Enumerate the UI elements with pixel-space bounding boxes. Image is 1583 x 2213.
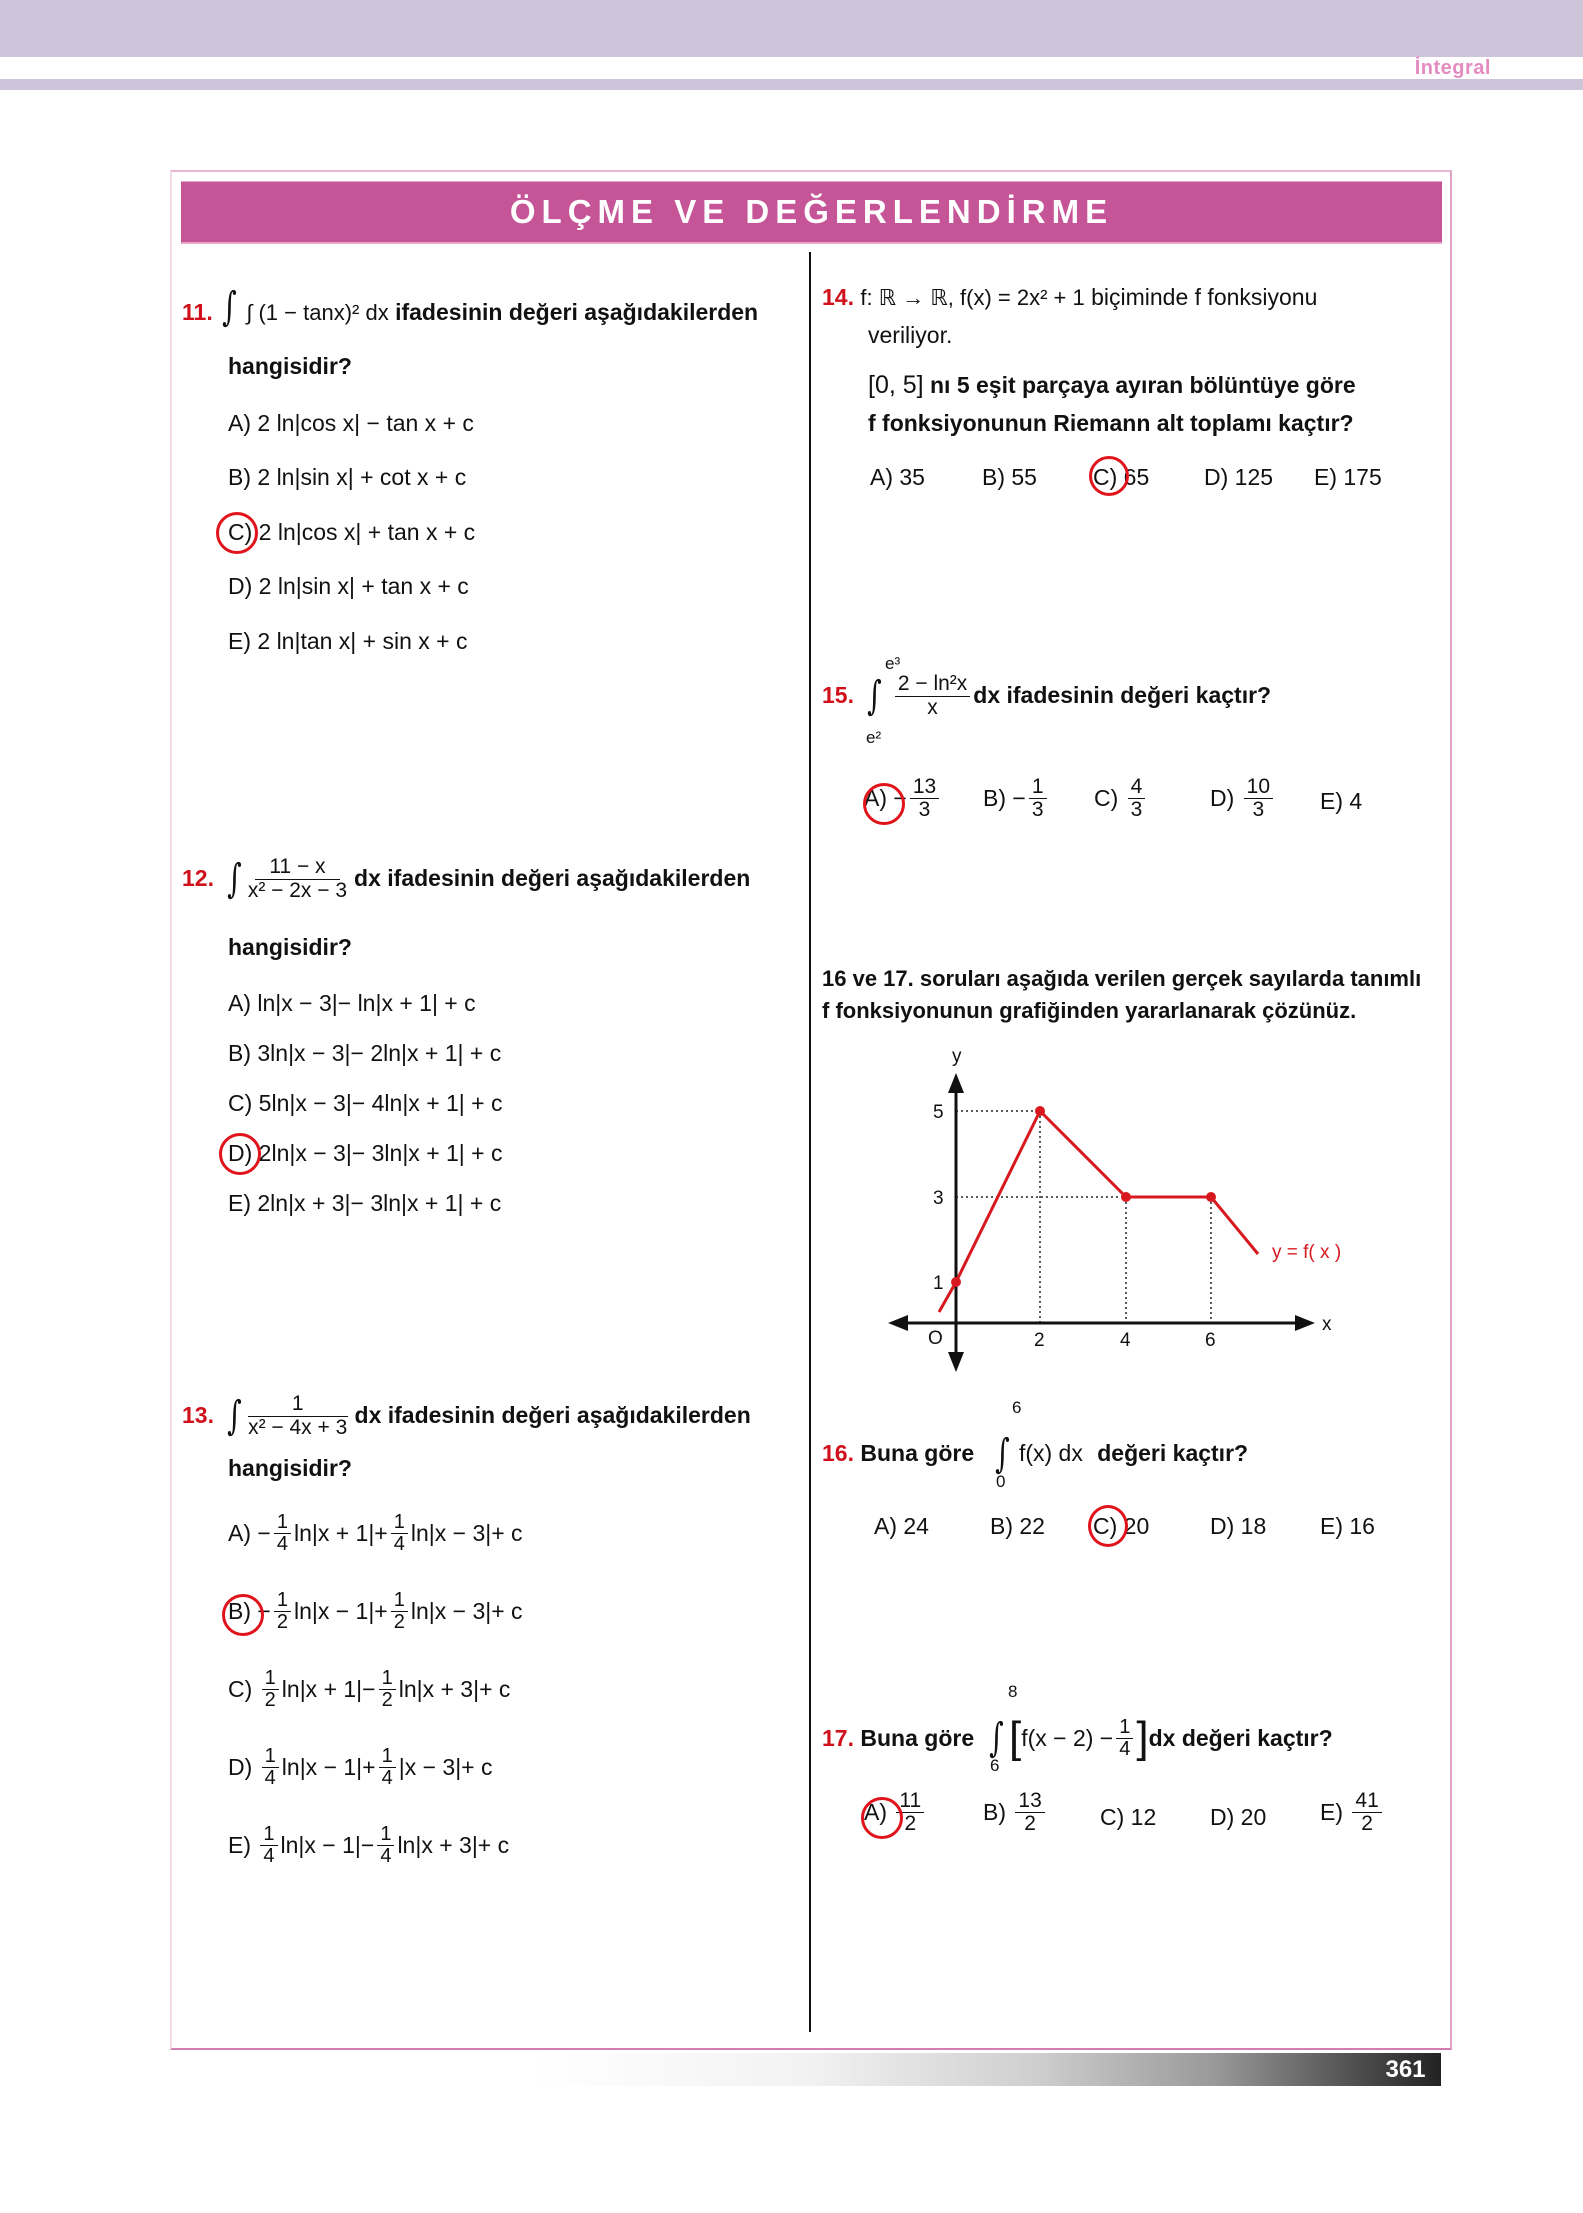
option-text: 12 — [1130, 1804, 1157, 1830]
option-e[interactable] — [1314, 464, 1382, 491]
question-math: f: ℝ → ℝ, f(x) = 2x² + 1 — [860, 285, 1085, 310]
question-number: 16. — [822, 1440, 854, 1467]
option-text: 2 ln|sin x| + cot x + c — [257, 464, 467, 490]
question-11 — [182, 283, 802, 331]
option-a[interactable] — [874, 1513, 929, 1540]
option-d[interactable] — [1210, 776, 1276, 821]
option-label: A) — [228, 410, 251, 436]
option-a[interactable] — [228, 410, 474, 437]
fraction-numerator: 1 — [262, 1746, 279, 1768]
fraction-numerator: 1 — [391, 1590, 408, 1612]
coefficient-fraction — [377, 1824, 394, 1867]
option-label: D) — [228, 1754, 253, 1780]
fraction-numerator: 10 — [1244, 776, 1273, 799]
answer-circle-icon — [1088, 1505, 1128, 1547]
header-band — [0, 0, 1583, 57]
fraction-denominator: 4 — [276, 1533, 288, 1555]
option-text: 24 — [903, 1513, 929, 1539]
question-text-bold-2: f fonksiyonunun Riemann alt toplamı kaçtır? — [868, 410, 1354, 436]
coefficient-fraction — [274, 1512, 291, 1555]
option-e[interactable] — [1320, 1790, 1385, 1835]
option-label: E) — [1320, 1799, 1343, 1826]
y-axis-label: y — [952, 1046, 962, 1067]
option-b[interactable] — [228, 1590, 523, 1633]
graph-svg — [880, 1040, 1340, 1380]
option-text: 20 — [1240, 1804, 1267, 1830]
origin-label: O — [928, 1328, 943, 1349]
integral-sign-icon: ∫ — [222, 284, 237, 330]
option-text: 2ln|x + 3|− 3ln|x + 1| + c — [257, 1190, 502, 1216]
option-text: ln|x − 3|+ c — [410, 1520, 523, 1546]
coefficient-fraction — [391, 1512, 408, 1555]
option-text: 2ln|x − 3|− 3ln|x + 1| + c — [258, 1140, 503, 1166]
page-number: 361 — [1385, 2055, 1426, 2083]
coefficient-fraction — [274, 1590, 291, 1633]
option-b[interactable] — [228, 464, 466, 491]
header-strip — [0, 57, 1583, 79]
option-text: 2 ln|tan x| + sin x + c — [257, 628, 468, 654]
fraction-denominator: x² − 4x + 3 — [248, 1415, 348, 1439]
option-label: D) — [228, 573, 253, 599]
option-label: E) — [1320, 788, 1343, 814]
option-label: B) — [228, 1598, 251, 1624]
answer-circle-icon — [861, 1797, 903, 1839]
option-b[interactable] — [983, 776, 1050, 821]
group-intro-line-2: f fonksiyonunun grafiğinden yararlanarak çözünüz. — [822, 998, 1357, 1023]
option-text: 125 — [1234, 464, 1274, 490]
question-number: 15. — [822, 682, 854, 709]
option-a[interactable] — [870, 464, 925, 491]
option-e[interactable] — [228, 1190, 501, 1217]
question-12 — [182, 855, 802, 903]
fraction-denominator: 4 — [380, 1845, 392, 1867]
option-text: 22 — [1019, 1513, 1045, 1539]
integrand-fraction — [1116, 1717, 1133, 1760]
option-label: D) — [1210, 1804, 1235, 1830]
fraction-denominator: 3 — [1031, 798, 1044, 822]
question-text: dx ifadesinin değeri kaçtır? — [973, 682, 1272, 709]
option-label: C) — [228, 1090, 253, 1116]
fraction-denominator: 2 — [393, 1611, 405, 1633]
answer-fraction — [1029, 776, 1047, 821]
fraction-numerator: 41 — [1352, 1790, 1381, 1813]
option-text: ln|x − 1|− — [280, 1832, 375, 1858]
option-text: 175 — [1343, 464, 1382, 490]
option-text: ln|x − 3|+ c — [410, 1598, 523, 1624]
answer-fraction — [1352, 1790, 1381, 1835]
option-e[interactable] — [228, 1824, 509, 1867]
option-text: 55 — [1011, 464, 1037, 490]
fraction-numerator: 11 − x — [255, 856, 339, 879]
option-label: A) — [228, 990, 251, 1016]
column-divider — [809, 252, 811, 2032]
x-tick-6: 6 — [1205, 1330, 1216, 1351]
option-label: D) — [1204, 464, 1229, 490]
option-label: B) — [228, 464, 251, 490]
question-14 — [822, 284, 1432, 312]
fraction-denominator: 4 — [393, 1533, 405, 1555]
option-label: A) — [874, 1513, 897, 1539]
fraction-numerator: 1 — [260, 1824, 277, 1846]
option-label: C) — [1094, 785, 1119, 812]
option-b[interactable] — [983, 1790, 1048, 1835]
right-bracket-icon: ] — [1136, 1713, 1149, 1762]
option-text: 3ln|x − 3|− 2ln|x + 1| + c — [257, 1040, 502, 1066]
question-number: 17. — [822, 1724, 854, 1751]
question-math: ∫ (1 − tanx)² dx — [246, 300, 389, 325]
fraction-numerator: 1 — [248, 1393, 348, 1416]
option-label: C) — [228, 1676, 253, 1702]
option-label: E) — [228, 1832, 251, 1858]
integral-sign-icon: ∫ — [227, 856, 242, 902]
option-b[interactable] — [982, 464, 1037, 491]
lower-limit: 0 — [996, 1472, 1006, 1491]
option-c[interactable] — [228, 519, 475, 546]
question-text-cont: hangisidir? — [228, 353, 352, 379]
fraction-numerator: 13 — [1015, 1790, 1044, 1813]
option-text: ln|x − 3|− ln|x + 1| + c — [257, 990, 476, 1016]
answer-fraction — [1015, 1790, 1044, 1835]
footer-gradient-bar — [535, 2053, 1441, 2086]
fraction-denominator: 2 — [264, 1689, 276, 1711]
option-d[interactable] — [1210, 1513, 1266, 1540]
option-label: C) — [1093, 1513, 1118, 1539]
option-label: A) — [864, 785, 887, 812]
coefficient-fraction — [379, 1746, 396, 1789]
option-label: C) — [1100, 1804, 1125, 1830]
option-label: B) — [228, 1040, 251, 1066]
left-bracket-icon: [ — [1008, 1713, 1022, 1762]
fraction-denominator: 4 — [381, 1767, 393, 1789]
upper-limit: 8 — [1008, 1682, 1018, 1701]
option-text: 4 — [1349, 788, 1363, 814]
option-b[interactable] — [228, 1040, 501, 1067]
lower-limit: 6 — [990, 1756, 1000, 1775]
fraction-denominator: 2 — [904, 1812, 917, 1836]
option-text: ln|x − 1|+ — [281, 1754, 376, 1780]
option-text: |x − 3|+ c — [398, 1754, 493, 1780]
option-d[interactable] — [1210, 1804, 1266, 1831]
option-text: 5ln|x − 3|− 4ln|x + 1| + c — [258, 1090, 503, 1116]
answer-circle-icon — [1089, 456, 1129, 496]
answer-circle-icon — [222, 1594, 264, 1636]
option-text: ln|x + 1|+ — [293, 1520, 388, 1546]
coefficient-fraction — [260, 1824, 277, 1867]
question-number: 11. — [182, 299, 213, 325]
fraction-numerator: 4 — [1128, 776, 1146, 799]
coefficient-fraction — [262, 1746, 279, 1789]
option-label: A) — [864, 1799, 887, 1826]
question-text: dx ifadesinin değeri aşağıdakilerden — [354, 1402, 751, 1429]
chapter-title: İntegral — [1414, 57, 1491, 79]
integral-sign-icon: ∫ — [995, 1431, 1010, 1477]
upper-limit: 6 — [1012, 1398, 1022, 1417]
fraction-denominator: 2 — [1024, 1812, 1036, 1836]
option-b[interactable] — [990, 1513, 1045, 1540]
question-text-cont: hangisidir? — [228, 1455, 352, 1481]
option-label: B) — [990, 1513, 1013, 1539]
question-text: ifadesinin değeri aşağıdakilerden — [395, 299, 759, 325]
option-label: D) — [1210, 785, 1235, 812]
option-c[interactable] — [1094, 776, 1148, 821]
fraction-denominator: 4 — [263, 1845, 275, 1867]
fraction-numerator: 1 — [1029, 776, 1047, 799]
option-text: ln|x − 1|+ — [293, 1598, 388, 1624]
option-sign: − — [257, 1520, 271, 1546]
question-17 — [822, 1712, 1333, 1765]
option-label: E) — [228, 628, 251, 654]
fraction-numerator: 1 — [262, 1668, 279, 1690]
option-a[interactable] — [228, 1512, 523, 1555]
option-d[interactable] — [228, 573, 469, 600]
lower-limit: e² — [866, 728, 882, 747]
curve-label: y = f( x ) — [1272, 1242, 1340, 1263]
question-text: biçiminde f fonksiyonu — [1091, 284, 1318, 310]
group-intro-line-1: 16 ve 17. soruları aşağıda verilen gerçek sayılarda tanımlı — [822, 966, 1422, 991]
question-number: 12. — [182, 865, 214, 892]
question-prefix: Buna göre — [860, 1724, 975, 1751]
fraction-denominator: 4 — [1119, 1737, 1131, 1760]
question-number: 13. — [182, 1402, 214, 1429]
option-sign: − — [1012, 785, 1026, 812]
option-c[interactable] — [228, 1668, 510, 1711]
question-text: nı 5 eşit parçaya ayıran bölüntüye göre — [929, 372, 1356, 398]
answer-fraction — [1244, 776, 1273, 821]
y-tick-3: 3 — [933, 1188, 944, 1209]
fraction-numerator: 13 — [910, 776, 939, 799]
fraction-numerator: 1 — [1116, 1717, 1133, 1739]
question-text: dx ifadesinin değeri aşağıdakilerden — [354, 865, 751, 892]
header-band-lower — [0, 79, 1583, 90]
coefficient-fraction — [262, 1668, 279, 1711]
integrand-fraction — [895, 673, 970, 718]
answer-fraction — [910, 776, 939, 821]
fraction-numerator: 11 — [896, 1790, 924, 1813]
fraction-denominator: 3 — [1130, 798, 1143, 822]
option-e[interactable] — [1320, 788, 1362, 815]
interval-math: [0, 5] — [868, 371, 924, 399]
option-d[interactable] — [1204, 464, 1273, 491]
question-prefix: Buna göre — [860, 1440, 975, 1467]
option-label: B) — [983, 1799, 1006, 1826]
option-c[interactable] — [228, 1090, 503, 1117]
function-graph — [880, 1040, 1340, 1380]
option-label: E) — [1314, 464, 1337, 490]
option-e[interactable] — [228, 628, 468, 655]
option-sign: − — [893, 785, 907, 812]
section-banner — [181, 181, 1442, 244]
integrand-fraction — [248, 856, 347, 901]
fraction-denominator: 2 — [1361, 1812, 1373, 1836]
integral-sign-icon: ∫ — [227, 1393, 242, 1439]
fraction-denominator: x — [927, 695, 938, 719]
fraction-numerator: 1 — [274, 1590, 291, 1612]
x-tick-4: 4 — [1120, 1330, 1131, 1351]
fraction-denominator: 4 — [264, 1767, 276, 1789]
option-text: 20 — [1123, 1513, 1150, 1539]
question-text-cont: veriliyor. — [868, 322, 953, 348]
coefficient-fraction — [379, 1668, 396, 1711]
option-text: ln|x + 3|+ c — [398, 1676, 511, 1702]
question-text-bold-1 — [868, 370, 1356, 400]
option-a[interactable] — [228, 990, 476, 1017]
option-text: 2 ln|cos x| − tan x + c — [257, 410, 474, 436]
option-text: ln|x + 3|+ c — [397, 1832, 510, 1858]
fraction-denominator: x² − 2x − 3 — [247, 878, 348, 902]
integrand: f(x) dx — [1018, 1440, 1083, 1467]
guide-lines — [956, 1111, 1211, 1323]
option-label: E) — [228, 1190, 251, 1216]
fraction-denominator: 2 — [381, 1689, 393, 1711]
option-text: 65 — [1123, 464, 1150, 490]
answer-circle-icon — [863, 783, 905, 825]
question-text: dx değeri kaçtır? — [1148, 1724, 1333, 1751]
fraction-denominator: 3 — [1252, 798, 1265, 822]
fraction-numerator: 2 − ln²x — [895, 673, 970, 696]
fraction-denominator: 3 — [918, 798, 931, 822]
option-text: 18 — [1240, 1513, 1267, 1539]
option-label: B) — [983, 785, 1006, 812]
fraction-numerator: 1 — [379, 1746, 396, 1768]
fraction-numerator: 1 — [377, 1824, 394, 1846]
fraction-numerator: 1 — [379, 1668, 396, 1690]
option-label: C) — [1093, 464, 1118, 490]
integral-sign-icon: ∫ — [867, 673, 882, 719]
option-label: E) — [1320, 1513, 1343, 1539]
option-text: 35 — [899, 464, 925, 490]
axes — [888, 1073, 1340, 1372]
option-label: D) — [228, 1140, 253, 1166]
option-label: C) — [228, 519, 253, 545]
fraction-denominator: 2 — [276, 1611, 288, 1633]
integrand: f(x − 2) − — [1021, 1724, 1114, 1751]
x-axis-label: x — [1322, 1314, 1332, 1335]
y-tick-5: 5 — [933, 1102, 944, 1123]
function-curve — [939, 1111, 1258, 1312]
option-e[interactable] — [1320, 1513, 1375, 1540]
integral-sign-icon: ∫ — [989, 1715, 1004, 1762]
option-d[interactable] — [228, 1746, 493, 1789]
option-text: 16 — [1349, 1513, 1375, 1539]
question-text-cont: hangisidir? — [228, 934, 352, 960]
option-d[interactable] — [228, 1140, 503, 1167]
option-label: B) — [982, 464, 1005, 490]
fraction-numerator: 1 — [274, 1512, 291, 1534]
integrand-fraction — [248, 1393, 348, 1438]
answer-circle-icon — [219, 1133, 261, 1175]
option-label: A) — [228, 1520, 251, 1546]
question-number: 14. — [822, 284, 854, 310]
fraction-numerator: 1 — [391, 1512, 408, 1534]
option-text: 2 ln|cos x| + tan x + c — [258, 519, 476, 545]
option-c[interactable] — [1100, 1804, 1156, 1831]
option-sign: − — [257, 1598, 271, 1624]
option-label: A) — [870, 464, 893, 490]
coefficient-fraction — [391, 1590, 408, 1633]
option-text: 2 ln|sin x| + tan x + c — [258, 573, 469, 599]
answer-fraction — [1128, 776, 1146, 821]
question-15 — [822, 672, 1271, 720]
question-13 — [182, 1392, 802, 1440]
question-text: değeri kaçtır? — [1097, 1440, 1249, 1467]
section-title: ÖLÇME VE DEĞERLENDİRME — [509, 193, 1114, 230]
upper-limit: e³ — [885, 654, 901, 673]
option-label: D) — [1210, 1513, 1235, 1539]
question-16 — [822, 1430, 1248, 1478]
y-tick-1: 1 — [933, 1273, 944, 1294]
x-tick-2: 2 — [1034, 1330, 1045, 1351]
option-text: ln|x + 1|− — [281, 1676, 376, 1702]
answer-circle-icon — [216, 512, 258, 554]
